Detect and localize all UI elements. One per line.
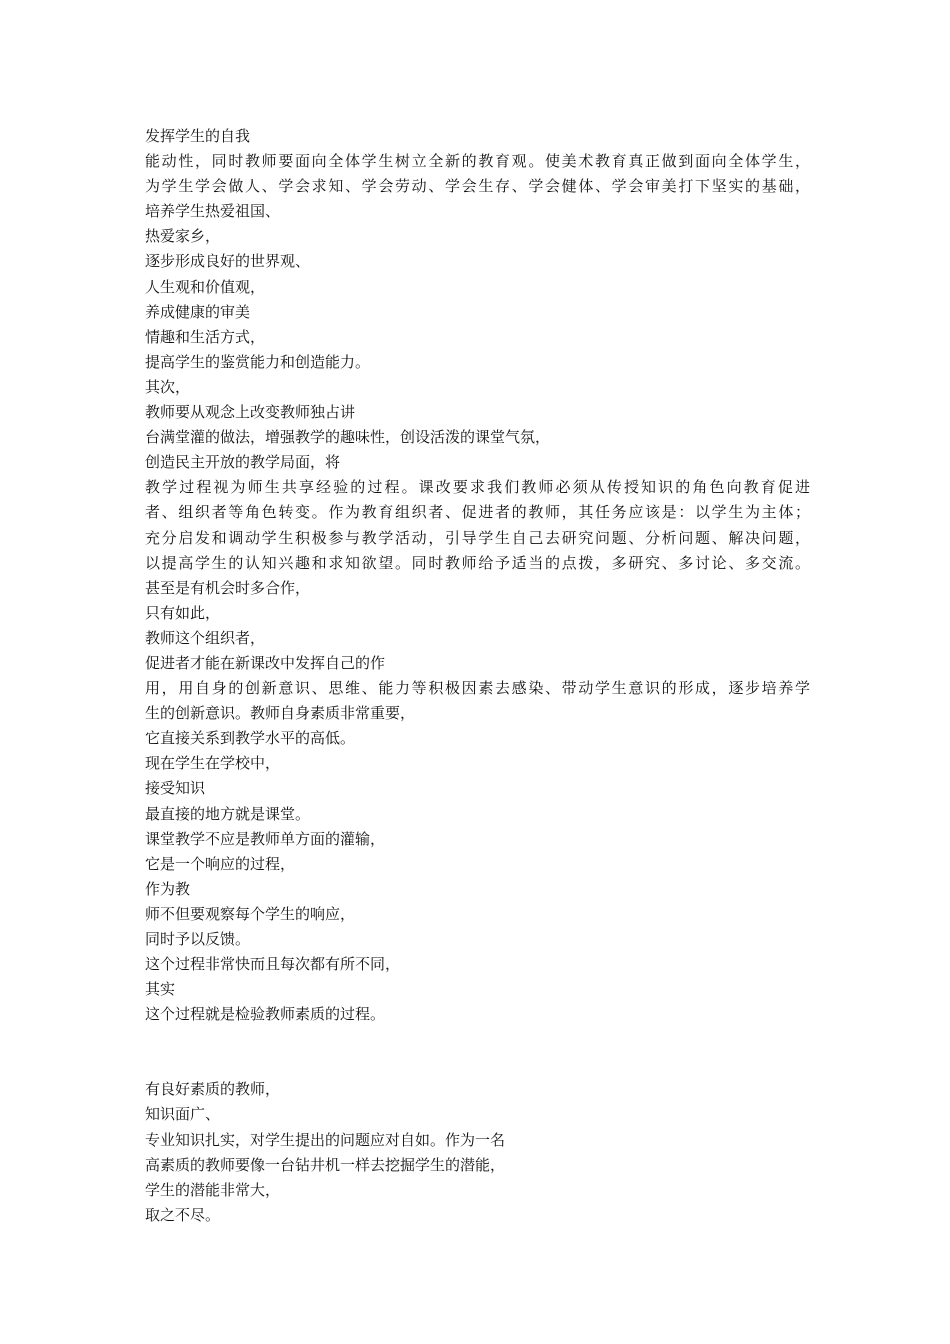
text-line: 台满堂灌的做法，增强教学的趣味性，创设活泼的课堂气氛， [145,428,551,447]
text-line: 这个过程就是检验教师素质的过程。 [145,1005,386,1024]
text-line: 它是一个响应的过程， [145,854,296,873]
text-line: 作为教 [145,879,191,898]
text-line: 课堂教学不应是教师单方面的灌输， [145,829,386,848]
text-line: 专业知识扎实，对学生提出的问题应对自如。作为一名 [145,1130,506,1149]
text-line: 高素质的教师要像一台钻井机一样去挖掘学生的潜能， [145,1155,506,1174]
text-line: 以提高学生的认知兴趣和求知欲望。同时教师给予适当的点拨，多研究、多讨论、多交流。 [145,553,810,572]
text-line: 提高学生的鉴赏能力和创造能力。 [145,352,371,371]
text-line: 取之不尽。 [145,1205,221,1224]
document-body [145,124,810,1228]
text-line: 情趣和生活方式， [145,327,266,346]
text-line: 接受知识 [145,779,206,798]
text-line: 生的创新意识。教师自身素质非常重要， [145,704,416,723]
text-line: 师不但要观察每个学生的响应， [145,904,356,923]
text-line: 现在学生在学校中， [145,754,281,773]
text-line: 者、组织者等角色转变。作为教育组织者、促进者的教师，其任务应该是：以学生为主体； [145,503,810,522]
text-line: 其次， [145,377,191,396]
text-line: 甚至是有机会时多合作， [145,578,311,597]
text-line: 人生观和价值观， [145,277,266,296]
text-line: 有良好素质的教师， [145,1080,281,1099]
text-line: 教师要从观念上改变教师独占讲 [145,403,356,422]
text-line: 养成健康的审美 [145,302,251,321]
text-line: 这个过程非常快而且每次都有所不同， [145,955,401,974]
text-line: 为学生学会做人、学会求知、学会劳动、学会生存、学会健体、学会审美打下坚实的基础， [145,177,810,196]
text-line: 充分启发和调动学生积极参与教学活动，引导学生自己去研究问题、分析问题、解决问题， [145,528,810,547]
text-line: 能动性，同时教师要面向全体学生树立全新的教育观。使美术教育真正做到面向全体学生， [145,152,810,171]
text-line: 教学过程视为师生共享经验的过程。课改要求我们教师必须从传授知识的角色向教育促进 [145,478,810,497]
text-line: 教师这个组织者， [145,628,266,647]
text-line: 逐步形成良好的世界观、 [145,252,311,271]
text-line: 促进者才能在新课改中发挥自己的作 [145,653,386,672]
text-line: 同时予以反馈。 [145,930,251,948]
text-line: 热爱家乡， [145,227,221,246]
text-line: 用，用自身的创新意识、思维、能力等积极因素去感染、带动学生意识的形成，逐步培养学 [145,679,810,698]
text-line: 创造民主开放的教学局面，将 [145,453,341,472]
text-line: 知识面广、 [145,1105,221,1124]
text-line: 其实 [145,980,176,999]
text-line: 发挥学生的自我 [145,127,251,145]
text-line: 学生的潜能非常大， [145,1180,281,1199]
text-line: 培养学生热爱祖国、 [145,202,281,221]
text-line: 只有如此， [145,603,221,622]
text-line: 它直接关系到教学水平的高低。 [145,729,356,748]
paragraph-gap [145,1027,810,1077]
text-line: 最直接的地方就是课堂。 [145,804,311,823]
